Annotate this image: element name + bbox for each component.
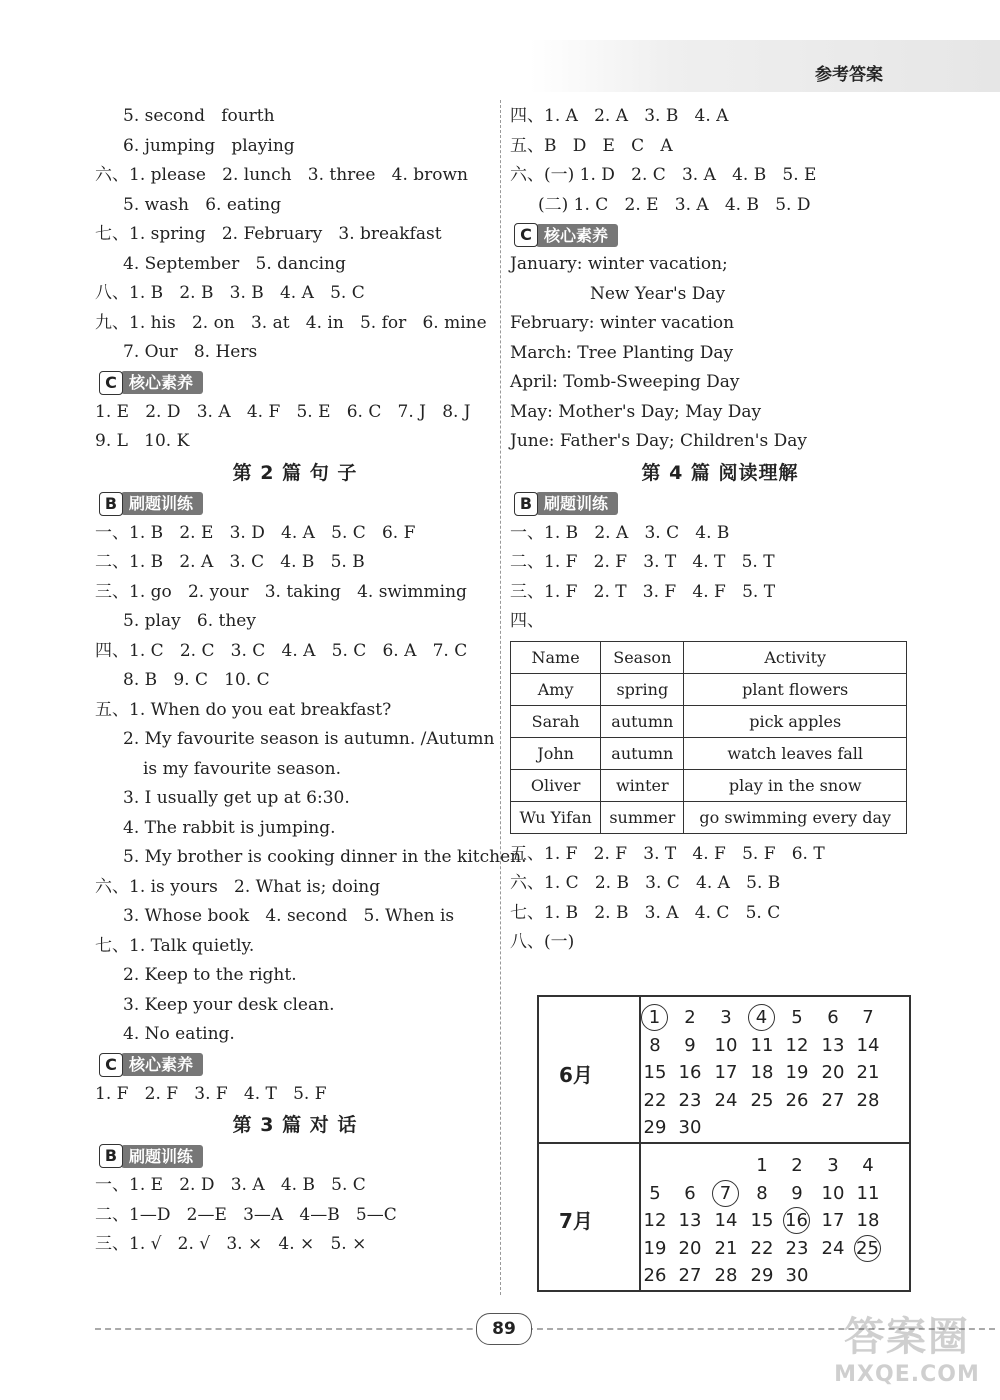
- badge-text: 刷题训练: [121, 1145, 203, 1168]
- july-day: 17: [821, 1210, 845, 1231]
- watermark-url: MXQE.COM: [834, 1362, 980, 1387]
- july-day: 27: [678, 1265, 702, 1286]
- june-day: 26: [785, 1089, 809, 1111]
- answer-line: 六、1. is yours 2. What is; doing: [95, 876, 381, 897]
- table-header-cell: Season: [601, 641, 684, 673]
- answer-line: 八、(一): [510, 932, 575, 952]
- answer-line: 四、: [510, 611, 544, 631]
- badge-text: 刷题训练: [121, 492, 203, 515]
- june-day: 7: [862, 1007, 874, 1028]
- june-day: 17: [714, 1062, 738, 1083]
- answer-line: 3. I usually get up at 6:30.: [123, 788, 350, 808]
- badge-letter: C: [514, 223, 538, 247]
- header-title: 参考答案: [815, 65, 883, 85]
- chapter-title: 第 3 篇 对 话: [232, 1114, 358, 1136]
- badge-text: 刷题训练: [536, 492, 618, 515]
- watermark-text: 答案圈: [844, 1314, 970, 1360]
- june-day: 29: [643, 1117, 667, 1138]
- chapter-title: 第 2 篇 句 子: [232, 461, 358, 484]
- june-day: 4: [748, 1004, 775, 1031]
- july-day: 5: [649, 1182, 661, 1204]
- july-day: 4: [862, 1155, 874, 1176]
- answer-line: 5. My brother is cooking dinner in the kitchen.: [123, 847, 527, 867]
- answer-line: 4. No eating.: [123, 1024, 235, 1044]
- july-day: 13: [678, 1210, 702, 1231]
- answer-line: 1. E 2. D 3. A 4. F 5. E 6. C 7. J 8. J: [95, 401, 471, 422]
- badge-letter: B: [99, 492, 123, 516]
- left-column: [95, 102, 527, 1260]
- june-day: 8: [649, 1034, 661, 1056]
- june-day: 25: [750, 1089, 774, 1111]
- june-day: 24: [714, 1089, 738, 1111]
- july-day: 6: [684, 1182, 696, 1204]
- june-day: 1: [641, 1004, 668, 1031]
- answer-line: 六、1. please 2. lunch 3. three 4. brown: [95, 165, 469, 185]
- july-day: 18: [856, 1210, 880, 1231]
- july-day: 2: [791, 1155, 803, 1176]
- answer-line: April: Tomb-Sweeping Day: [510, 372, 740, 392]
- answer-line: 六、1. C 2. B 3. C 4. A 5. B: [510, 873, 781, 893]
- answer-line: 六、(一) 1. D 2. C 3. A 4. B 5. E: [510, 165, 817, 185]
- july-day: 22: [750, 1237, 774, 1259]
- table-row: [511, 737, 907, 769]
- section-badge-core: [99, 371, 203, 395]
- activity-table: [510, 641, 907, 834]
- answer-line: (二) 1. C 2. E 3. A 4. B 5. D: [538, 194, 811, 215]
- table-cell: watch leaves fall: [684, 737, 907, 769]
- june-day: 20: [821, 1062, 845, 1083]
- june-day: 12: [785, 1034, 809, 1056]
- answer-line: March: Tree Planting Day: [510, 342, 734, 363]
- july-day: 12: [643, 1210, 667, 1231]
- july-day: 23: [785, 1237, 809, 1259]
- june-day: 30: [678, 1117, 702, 1138]
- answer-line: 二、1. F 2. F 3. T 4. T 5. T: [510, 552, 775, 572]
- june-day: 6: [827, 1007, 839, 1028]
- july-day: 24: [821, 1237, 845, 1259]
- july-day: 29: [750, 1265, 774, 1286]
- answer-line: 四、1. C 2. C 3. C 4. A 5. C 6. A 7. C: [95, 640, 468, 661]
- table-row: [511, 769, 907, 801]
- table-cell: Amy: [511, 673, 601, 705]
- calendar-grid: [537, 995, 911, 1292]
- july-day: 28: [714, 1265, 738, 1286]
- table-row: [511, 673, 907, 705]
- june-day: 2: [684, 1007, 696, 1028]
- answer-line: 8. B 9. C 10. C: [123, 670, 270, 690]
- calendar-horizontal-divider: [539, 1142, 909, 1144]
- answer-line: 三、1. F 2. T 3. F 4. F 5. T: [510, 581, 776, 602]
- june-day: 15: [643, 1062, 667, 1083]
- badge-letter: B: [99, 1144, 123, 1168]
- answer-line: 5. second fourth: [123, 106, 275, 126]
- july-day: 1: [756, 1155, 768, 1176]
- section-badge-practice: [514, 492, 618, 516]
- answer-line: 七、1. Talk quietly.: [95, 935, 255, 956]
- table-header-cell: Name: [511, 641, 601, 673]
- answer-line: 6. jumping playing: [123, 135, 295, 156]
- july-day: 11: [856, 1182, 880, 1204]
- june-day: 16: [678, 1062, 702, 1083]
- answer-line: May: Mother's Day; May Day: [510, 401, 762, 422]
- july-day: 21: [714, 1237, 738, 1259]
- table-cell: pick apples: [684, 705, 907, 737]
- table-row: [511, 705, 907, 737]
- answer-line: 八、1. B 2. B 3. B 4. A 5. C: [95, 283, 365, 303]
- answer-line: 2. Keep to the right.: [123, 965, 297, 985]
- answer-line: 一、1. B 2. E 3. D 4. A 5. C 6. F: [95, 522, 416, 543]
- answer-line: 7. Our 8. Hers: [123, 342, 258, 362]
- table-cell: John: [511, 737, 601, 769]
- july-day: 30: [785, 1265, 809, 1286]
- table-cell: autumn: [601, 705, 684, 737]
- answer-line: 3. Whose book 4. second 5. When is: [123, 906, 455, 926]
- badge-text: 核心素养: [121, 1053, 203, 1076]
- answer-line: 9. L 10. K: [95, 431, 190, 451]
- july-day: 3: [827, 1155, 839, 1176]
- answer-line: 3. Keep your desk clean.: [123, 994, 335, 1015]
- answer-line: 五、1. When do you eat breakfast?: [95, 699, 392, 720]
- june-day: 21: [856, 1062, 880, 1083]
- badge-letter: B: [514, 492, 538, 516]
- badge-text: 核心素养: [536, 224, 618, 247]
- july-day: 25: [854, 1235, 881, 1262]
- june-day: 27: [821, 1089, 845, 1111]
- answer-line: June: Father's Day; Children's Day: [510, 431, 807, 451]
- answer-line: 四、1. A 2. A 3. B 4. A: [510, 106, 729, 126]
- june-day: 14: [856, 1034, 880, 1056]
- july-day: 9: [791, 1182, 803, 1204]
- june-day: 9: [684, 1034, 696, 1056]
- section-badge-core: [99, 1053, 203, 1077]
- answer-line: 七、1. B 2. B 3. A 4. C 5. C: [510, 902, 781, 923]
- june-day: 22: [643, 1089, 667, 1111]
- table-cell: go swimming every day: [684, 801, 907, 833]
- july-day: 8: [756, 1182, 768, 1204]
- answer-line: February: winter vacation: [510, 313, 735, 333]
- july-day: 26: [643, 1265, 667, 1286]
- answer-line: 一、1. E 2. D 3. A 4. B 5. C: [95, 1175, 366, 1195]
- answer-line: 九、1. his 2. on 3. at 4. in 5. for 6. mine: [95, 312, 487, 333]
- answer-line: 五、1. F 2. F 3. T 4. F 5. F 6. T: [510, 843, 825, 864]
- answer-line: 一、1. B 2. A 3. C 4. B: [510, 522, 730, 543]
- july-day: 10: [821, 1182, 845, 1204]
- section-badge-practice: [99, 1144, 203, 1168]
- chapter-title: 第 4 篇 阅读理解: [641, 461, 799, 484]
- answer-line: 2. My favourite season is autumn. /Autumn: [123, 729, 495, 749]
- answer-line: is my favourite season.: [143, 758, 341, 779]
- july-day: 15: [750, 1210, 774, 1231]
- table-cell: Oliver: [511, 769, 601, 801]
- table-header-row: [511, 641, 907, 673]
- july-day: 14: [714, 1210, 738, 1231]
- june-day: 23: [678, 1089, 702, 1111]
- june-day: 5: [791, 1007, 803, 1028]
- table-header-cell: Activity: [684, 641, 907, 673]
- july-day: 7: [712, 1180, 739, 1207]
- july-day: 16: [783, 1207, 810, 1234]
- answer-line: January: winter vacation;: [510, 254, 728, 274]
- answer-line: 三、1. √ 2. √ 3. × 4. × 5. ×: [95, 1234, 367, 1254]
- june-day: 10: [714, 1034, 738, 1056]
- answer-line: 五、B D E C A: [510, 135, 673, 156]
- badge-letter: C: [99, 371, 123, 395]
- june-day: 19: [785, 1062, 809, 1083]
- table-cell: summer: [601, 801, 684, 833]
- answer-line: 七、1. spring 2. February 3. breakfast: [95, 224, 442, 244]
- june-day: 11: [750, 1034, 774, 1056]
- answer-line: 4. September 5. dancing: [123, 253, 346, 274]
- badge-letter: C: [99, 1053, 123, 1077]
- right-column: [510, 102, 930, 958]
- table-cell: play in the snow: [684, 769, 907, 801]
- table-cell: Sarah: [511, 705, 601, 737]
- table-cell: autumn: [601, 737, 684, 769]
- answer-line: 1. F 2. F 3. F 4. T 5. F: [95, 1083, 327, 1104]
- answer-line: New Year's Day: [590, 283, 726, 304]
- badge-text: 核心素养: [121, 371, 203, 394]
- june-day: 3: [720, 1007, 732, 1028]
- table-row: [511, 801, 907, 833]
- june-day: 13: [821, 1034, 845, 1056]
- section-badge-practice: [99, 492, 203, 516]
- answer-line: 5. wash 6. eating: [123, 194, 282, 215]
- table-cell: Wu Yifan: [511, 801, 601, 833]
- june-day: 18: [750, 1062, 774, 1083]
- july-day: 19: [643, 1237, 667, 1259]
- header-banner: [530, 40, 1000, 92]
- answer-line: 三、1. go 2. your 3. taking 4. swimming: [95, 581, 467, 602]
- watermark-logo: [822, 1305, 992, 1390]
- answer-line: 二、1. B 2. A 3. C 4. B 5. B: [95, 552, 365, 572]
- column-divider: [500, 100, 501, 1295]
- july-day: 20: [678, 1237, 702, 1259]
- section-badge-core: [514, 223, 618, 247]
- table-cell: spring: [601, 673, 684, 705]
- month-label-june: 6月: [559, 1063, 593, 1087]
- answer-line: 4. The rabbit is jumping.: [123, 817, 336, 838]
- answer-line: 5. play 6. they: [123, 611, 256, 631]
- table-cell: plant flowers: [684, 673, 907, 705]
- june-day: 28: [856, 1089, 880, 1111]
- answer-line: 二、1—D 2—E 3—A 4—B 5—C: [95, 1204, 397, 1225]
- page-number: 89: [476, 1313, 532, 1345]
- month-label-july: 7月: [559, 1209, 593, 1233]
- table-cell: winter: [601, 769, 684, 801]
